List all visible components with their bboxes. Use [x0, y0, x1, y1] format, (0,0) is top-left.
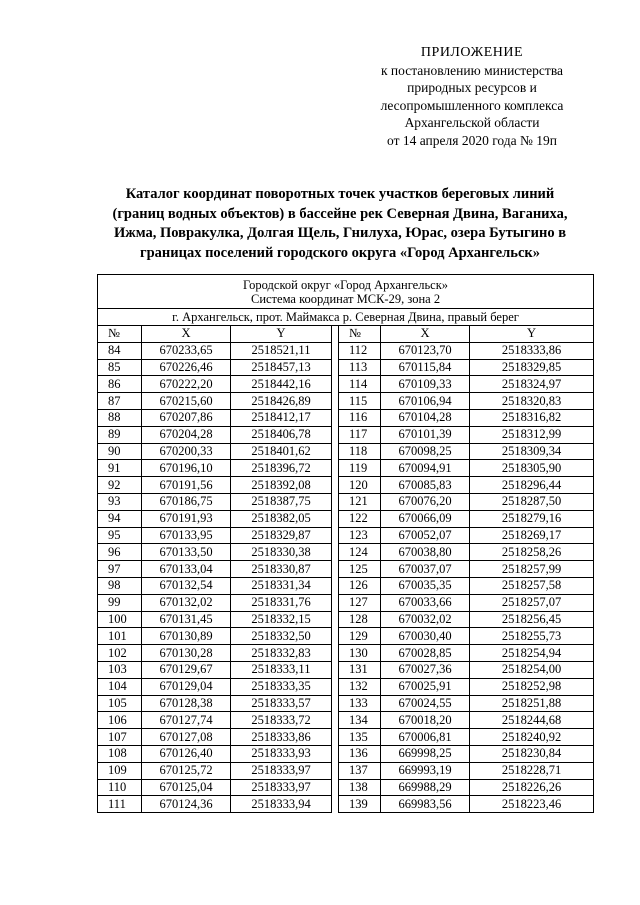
cell-y-left: 2518521,11 — [231, 342, 332, 359]
cell-x-right: 670035,35 — [381, 577, 470, 594]
cell-x-right: 670066,09 — [381, 510, 470, 527]
cell-x-left: 670133,95 — [142, 527, 231, 544]
cell-x-left: 670124,36 — [142, 796, 231, 813]
appendix-line: Архангельской области — [404, 115, 540, 130]
column-gap — [332, 426, 339, 443]
cell-number-right: 129 — [339, 628, 381, 645]
table-row — [98, 527, 594, 544]
cell-y-left: 2518333,97 — [231, 762, 332, 779]
column-gap — [332, 779, 339, 796]
cell-x-right: 670052,07 — [381, 527, 470, 544]
cell-x-left: 670191,93 — [142, 510, 231, 527]
table-row — [98, 443, 594, 460]
column-gap — [332, 527, 339, 544]
cell-number-right: 120 — [339, 477, 381, 494]
cell-x-right: 670098,25 — [381, 443, 470, 460]
cell-x-left: 670222,20 — [142, 376, 231, 393]
column-gap — [332, 477, 339, 494]
cell-x-left: 670125,72 — [142, 762, 231, 779]
cell-number-left: 105 — [98, 695, 142, 712]
cell-y-right: 2518257,99 — [470, 561, 594, 578]
column-gap — [332, 561, 339, 578]
cell-x-left: 670127,08 — [142, 729, 231, 746]
cell-x-left: 670191,56 — [142, 477, 231, 494]
appendix-line: от 14 апреля 2020 года № 19п — [387, 132, 557, 148]
cell-x-right: 670076,20 — [381, 493, 470, 510]
cell-y-right: 2518251,88 — [470, 695, 594, 712]
header-district: Городской округ «Город Архангельск» — [243, 278, 449, 292]
cell-y-left: 2518333,93 — [231, 745, 332, 762]
table-row — [98, 460, 594, 477]
cell-number-left: 87 — [98, 393, 142, 410]
cell-y-left: 2518330,87 — [231, 561, 332, 578]
appendix-block — [352, 44, 592, 149]
column-gap — [332, 544, 339, 561]
cell-y-left: 2518331,34 — [231, 577, 332, 594]
table-subheader: г. Архангельск, прот. Маймакса р. Северная Двина, правый берег — [98, 309, 594, 326]
cell-number-right: 133 — [339, 695, 381, 712]
cell-x-right: 670037,07 — [381, 561, 470, 578]
column-gap — [332, 628, 339, 645]
cell-x-right: 670033,66 — [381, 594, 470, 611]
cell-x-left: 670132,54 — [142, 577, 231, 594]
cell-x-left: 670130,89 — [142, 628, 231, 645]
cell-number-left: 91 — [98, 460, 142, 477]
cell-number-right: 116 — [339, 409, 381, 426]
cell-x-right: 670109,33 — [381, 376, 470, 393]
cell-number-right: 125 — [339, 561, 381, 578]
column-gap — [332, 326, 339, 343]
cell-x-left: 670215,60 — [142, 393, 231, 410]
column-header-row — [98, 326, 594, 343]
cell-y-right: 2518228,71 — [470, 762, 594, 779]
cell-number-left: 108 — [98, 745, 142, 762]
title-line: Каталог координат поворотных точек участков береговых линий — [125, 186, 555, 202]
column-header-y: Y — [231, 326, 332, 343]
table-row — [98, 745, 594, 762]
table-row — [98, 611, 594, 628]
header-coordinate-system: Система координат МСК-29, зона 2 — [250, 292, 441, 306]
cell-number-left: 94 — [98, 510, 142, 527]
table-row — [98, 544, 594, 561]
cell-number-left: 102 — [98, 645, 142, 662]
cell-number-right: 119 — [339, 460, 381, 477]
cell-x-right: 670106,94 — [381, 393, 470, 410]
cell-x-right: 669998,25 — [381, 745, 470, 762]
column-gap — [332, 493, 339, 510]
cell-x-right: 670101,39 — [381, 426, 470, 443]
cell-x-right: 670032,02 — [381, 611, 470, 628]
cell-x-left: 670127,74 — [142, 712, 231, 729]
document-title — [90, 185, 590, 263]
table-row — [98, 594, 594, 611]
cell-number-left: 84 — [98, 342, 142, 359]
cell-x-left: 670131,45 — [142, 611, 231, 628]
table-row — [98, 561, 594, 578]
cell-y-right: 2518226,26 — [470, 779, 594, 796]
column-gap — [332, 712, 339, 729]
cell-x-left: 670129,67 — [142, 661, 231, 678]
cell-number-left: 98 — [98, 577, 142, 594]
cell-y-left: 2518329,87 — [231, 527, 332, 544]
cell-number-left: 93 — [98, 493, 142, 510]
cell-y-right: 2518312,99 — [470, 426, 594, 443]
cell-y-left: 2518332,50 — [231, 628, 332, 645]
cell-y-right: 2518255,73 — [470, 628, 594, 645]
table-row — [98, 577, 594, 594]
column-gap — [332, 796, 339, 813]
cell-number-left: 110 — [98, 779, 142, 796]
cell-y-right: 2518320,83 — [470, 393, 594, 410]
cell-number-right: 130 — [339, 645, 381, 662]
cell-y-left: 2518412,17 — [231, 409, 332, 426]
cell-y-right: 2518240,92 — [470, 729, 594, 746]
table-row — [98, 729, 594, 746]
cell-y-left: 2518333,72 — [231, 712, 332, 729]
cell-x-right: 670085,83 — [381, 477, 470, 494]
column-gap — [332, 342, 339, 359]
cell-y-right: 2518254,00 — [470, 661, 594, 678]
column-header-y: Y — [470, 326, 594, 343]
cell-y-left: 2518330,38 — [231, 544, 332, 561]
column-gap — [332, 460, 339, 477]
cell-number-left: 99 — [98, 594, 142, 611]
cell-y-right: 2518257,58 — [470, 577, 594, 594]
appendix-line: природных ресурсов и — [407, 80, 537, 95]
column-gap — [332, 393, 339, 410]
cell-x-left: 670133,04 — [142, 561, 231, 578]
column-header-number: № — [98, 326, 142, 343]
cell-y-right: 2518256,45 — [470, 611, 594, 628]
table-row — [98, 645, 594, 662]
cell-x-left: 670130,28 — [142, 645, 231, 662]
cell-y-right: 2518254,94 — [470, 645, 594, 662]
cell-y-left: 2518333,86 — [231, 729, 332, 746]
column-gap — [332, 729, 339, 746]
cell-number-right: 112 — [339, 342, 381, 359]
cell-y-right: 2518287,50 — [470, 493, 594, 510]
cell-x-left: 670133,50 — [142, 544, 231, 561]
cell-x-left: 670233,65 — [142, 342, 231, 359]
table-row — [98, 426, 594, 443]
column-gap — [332, 359, 339, 376]
table-row — [98, 477, 594, 494]
cell-x-left: 670200,33 — [142, 443, 231, 460]
title-line: (границ водных объектов) в бассейне рек Северная Двина, Ваганиха, — [112, 205, 568, 222]
cell-y-left: 2518426,89 — [231, 393, 332, 410]
cell-y-left: 2518333,97 — [231, 779, 332, 796]
table-row — [98, 376, 594, 393]
table-row — [98, 661, 594, 678]
cell-y-left: 2518387,75 — [231, 493, 332, 510]
cell-y-left: 2518333,11 — [231, 661, 332, 678]
cell-number-right: 121 — [339, 493, 381, 510]
column-gap — [332, 376, 339, 393]
table-row — [98, 678, 594, 695]
cell-number-right: 118 — [339, 443, 381, 460]
cell-y-left: 2518332,15 — [231, 611, 332, 628]
column-gap — [332, 594, 339, 611]
cell-number-left: 90 — [98, 443, 142, 460]
cell-number-left: 103 — [98, 661, 142, 678]
cell-y-right: 2518333,86 — [470, 342, 594, 359]
column-header-x: X — [142, 326, 231, 343]
cell-x-right: 670024,55 — [381, 695, 470, 712]
cell-y-left: 2518406,78 — [231, 426, 332, 443]
table-row — [98, 712, 594, 729]
cell-x-right: 670006,81 — [381, 729, 470, 746]
cell-x-left: 670196,10 — [142, 460, 231, 477]
cell-y-right: 2518309,34 — [470, 443, 594, 460]
cell-x-left: 670126,40 — [142, 745, 231, 762]
cell-number-left: 107 — [98, 729, 142, 746]
cell-number-left: 97 — [98, 561, 142, 578]
cell-x-right: 670094,91 — [381, 460, 470, 477]
cell-number-right: 137 — [339, 762, 381, 779]
cell-number-right: 138 — [339, 779, 381, 796]
cell-number-left: 106 — [98, 712, 142, 729]
column-gap — [332, 695, 339, 712]
cell-number-right: 139 — [339, 796, 381, 813]
cell-x-left: 670204,28 — [142, 426, 231, 443]
cell-number-right: 136 — [339, 745, 381, 762]
appendix-line: лесопромышленного комплекса — [380, 97, 564, 113]
table-row — [98, 409, 594, 426]
cell-x-right: 670104,28 — [381, 409, 470, 426]
cell-number-left: 86 — [98, 376, 142, 393]
cell-number-right: 128 — [339, 611, 381, 628]
cell-number-left: 89 — [98, 426, 142, 443]
column-header-number: № — [339, 326, 381, 343]
column-gap — [332, 645, 339, 662]
table-row — [98, 493, 594, 510]
cell-y-left: 2518396,72 — [231, 460, 332, 477]
column-gap — [332, 443, 339, 460]
cell-number-right: 131 — [339, 661, 381, 678]
cell-x-left: 670207,86 — [142, 409, 231, 426]
cell-y-right: 2518252,98 — [470, 678, 594, 695]
cell-x-left: 670129,04 — [142, 678, 231, 695]
cell-number-left: 95 — [98, 527, 142, 544]
cell-number-right: 115 — [339, 393, 381, 410]
column-header-x: X — [381, 326, 470, 343]
cell-y-left: 2518442,16 — [231, 376, 332, 393]
cell-x-right: 670027,36 — [381, 661, 470, 678]
cell-number-left: 88 — [98, 409, 142, 426]
cell-y-right: 2518244,68 — [470, 712, 594, 729]
table-subheader-row — [98, 309, 594, 326]
table-row — [98, 359, 594, 376]
cell-x-right: 669993,19 — [381, 762, 470, 779]
cell-y-right: 2518305,90 — [470, 460, 594, 477]
cell-number-right: 113 — [339, 359, 381, 376]
cell-x-right: 670038,80 — [381, 544, 470, 561]
cell-x-right: 670018,20 — [381, 712, 470, 729]
cell-x-right: 669988,29 — [381, 779, 470, 796]
column-gap — [332, 745, 339, 762]
cell-y-right: 2518258,26 — [470, 544, 594, 561]
appendix-line: к постановлению министерства — [380, 62, 564, 78]
cell-y-right: 2518269,17 — [470, 527, 594, 544]
cell-x-left: 670186,75 — [142, 493, 231, 510]
cell-y-right: 2518296,44 — [470, 477, 594, 494]
cell-x-right: 670025,91 — [381, 678, 470, 695]
cell-y-left: 2518457,13 — [231, 359, 332, 376]
cell-number-right: 122 — [339, 510, 381, 527]
cell-number-right: 124 — [339, 544, 381, 561]
cell-x-right: 670028,85 — [381, 645, 470, 662]
table-row — [98, 628, 594, 645]
table-row — [98, 393, 594, 410]
cell-x-right: 670030,40 — [381, 628, 470, 645]
table-row — [98, 342, 594, 359]
cell-y-right: 2518230,84 — [470, 745, 594, 762]
column-gap — [332, 762, 339, 779]
coordinates-table — [97, 274, 594, 813]
cell-y-left: 2518333,94 — [231, 796, 332, 813]
cell-number-right: 134 — [339, 712, 381, 729]
appendix-heading: ПРИЛОЖЕНИЕ — [420, 45, 524, 60]
cell-y-left: 2518333,35 — [231, 678, 332, 695]
cell-number-left: 111 — [98, 796, 142, 813]
cell-x-left: 670128,38 — [142, 695, 231, 712]
table-row — [98, 510, 594, 527]
cell-number-right: 127 — [339, 594, 381, 611]
table-row — [98, 779, 594, 796]
cell-x-right: 670123,70 — [381, 342, 470, 359]
column-gap — [332, 611, 339, 628]
cell-number-left: 104 — [98, 678, 142, 695]
cell-x-left: 670226,46 — [142, 359, 231, 376]
cell-y-left: 2518333,57 — [231, 695, 332, 712]
table-row — [98, 695, 594, 712]
cell-number-right: 132 — [339, 678, 381, 695]
cell-x-right: 669983,56 — [381, 796, 470, 813]
cell-x-left: 670125,04 — [142, 779, 231, 796]
cell-number-left: 101 — [98, 628, 142, 645]
cell-number-left: 85 — [98, 359, 142, 376]
cell-number-right: 114 — [339, 376, 381, 393]
cell-y-left: 2518392,08 — [231, 477, 332, 494]
cell-number-left: 92 — [98, 477, 142, 494]
table-header-row — [98, 275, 594, 309]
title-line: границах поселений городского округа «Город Архангельск» — [139, 244, 541, 261]
title-line: Ижма, Повракулка, Долгая Щель, Гнилуха, Юрас, озера Бутыгино в — [113, 225, 567, 241]
cell-number-right: 135 — [339, 729, 381, 746]
cell-y-left: 2518382,05 — [231, 510, 332, 527]
column-gap — [332, 510, 339, 527]
table-header — [98, 275, 594, 309]
table-row — [98, 762, 594, 779]
column-gap — [332, 409, 339, 426]
table-row — [98, 796, 594, 813]
cell-y-right: 2518324,97 — [470, 376, 594, 393]
cell-y-left: 2518332,83 — [231, 645, 332, 662]
cell-x-left: 670132,02 — [142, 594, 231, 611]
cell-y-right: 2518223,46 — [470, 796, 594, 813]
column-gap — [332, 678, 339, 695]
cell-x-right: 670115,84 — [381, 359, 470, 376]
column-gap — [332, 661, 339, 678]
cell-y-right: 2518279,16 — [470, 510, 594, 527]
cell-y-right: 2518257,07 — [470, 594, 594, 611]
cell-number-right: 123 — [339, 527, 381, 544]
cell-number-left: 100 — [98, 611, 142, 628]
cell-y-right: 2518316,82 — [470, 409, 594, 426]
cell-number-left: 109 — [98, 762, 142, 779]
cell-number-left: 96 — [98, 544, 142, 561]
cell-y-right: 2518329,85 — [470, 359, 594, 376]
column-gap — [332, 577, 339, 594]
cell-y-left: 2518401,62 — [231, 443, 332, 460]
cell-number-right: 117 — [339, 426, 381, 443]
cell-y-left: 2518331,76 — [231, 594, 332, 611]
cell-number-right: 126 — [339, 577, 381, 594]
